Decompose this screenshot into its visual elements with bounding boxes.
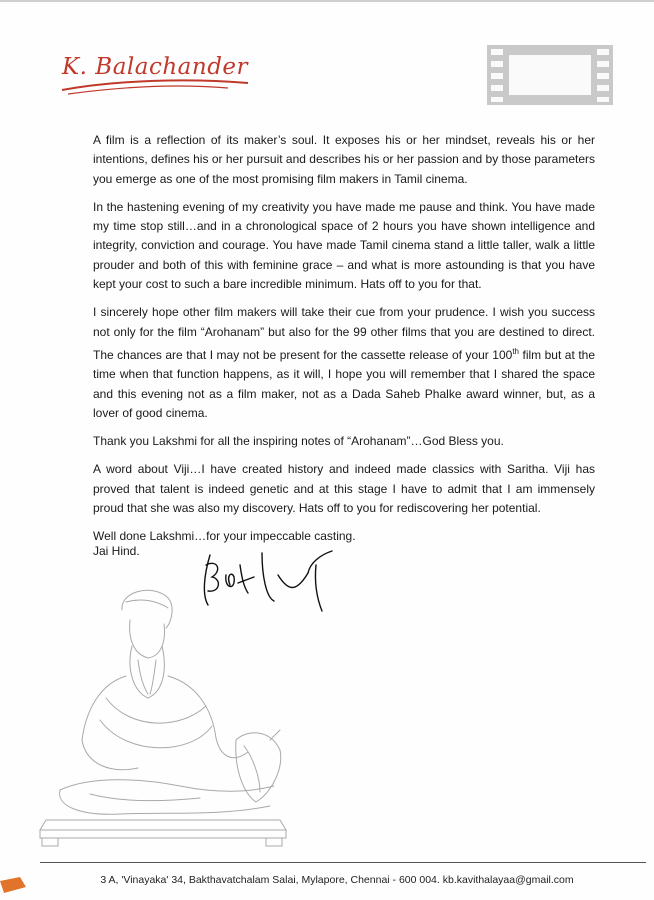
- logo-underline-flourish: [58, 50, 258, 100]
- paragraph-2: In the hastening evening of my creativity you have made me pause and think. You have made my time stop still…and in a chronological space of 2 hours you have shown intelligence and integrity, conviction and courage. You have made Tamil cinema stand a little taller, walk a little prouder and both of this with feminine grace – and what is more astounding is that you have kept your cost to such a bare incredible minimum. Hats off to you for that.: [93, 199, 595, 292]
- paragraph-5: A word about Viji…I have created history and indeed made classics with Saritha. Viji has proved that talent is indeed genetic and at this stage I have to admit that I am immensely proud that she was also my discovery. Hats off to you for rediscovering her potential.: [93, 462, 595, 516]
- closing-salutation: Jai Hind.: [93, 544, 140, 558]
- footer-address: 3 A, 'Vinayaka' 34, Bakthavatchalam Salai, Mylapore, Chennai - 600 004. kb.kavithalayaa@gmail.com: [100, 874, 574, 886]
- top-border: [0, 0, 654, 2]
- paragraph-4: Thank you Lakshmi for all the inspiring notes of “Arohanam”…God Bless you.: [93, 434, 504, 449]
- paragraph-6: Well done Lakshmi…for your impeccable casting.: [93, 529, 356, 544]
- sage-sketch-illustration: [30, 580, 300, 865]
- footer-divider: [40, 862, 646, 863]
- paragraph-3-part-2: film but at the time when that function happens, as it will, I hope you will remember that I shared the space and this evening not as a film maker, not as a Dada Saheb Phalke award winner, but, as a lover of good cinema.: [93, 347, 595, 420]
- letterhead-name: K. Balachander: [62, 54, 249, 80]
- paragraph-1: A film is a reflection of its maker’s soul. It exposes his or her mindset, reveals his or her intentions, defines his or her pursuit and describes his or her passion and by those parameters you emerge as one of the most promising film makers in Tamil cinema.: [93, 133, 595, 186]
- corner-stamp-icon: [0, 877, 26, 893]
- letterhead-logo: [58, 50, 258, 100]
- paragraph-3-part-1: I sincerely hope other film makers will take their cue from your prudence. I wish you success not only for the film “Arohanam” but also for the 99 other films that you are destined to direct. The chances are that I may not be present for the cassette release of your 100: [93, 305, 595, 362]
- ordinal-superscript: th: [512, 346, 519, 356]
- paragraph-3: [93, 303, 595, 423]
- film-strip-icon: [487, 45, 613, 105]
- letter-body: [93, 131, 595, 556]
